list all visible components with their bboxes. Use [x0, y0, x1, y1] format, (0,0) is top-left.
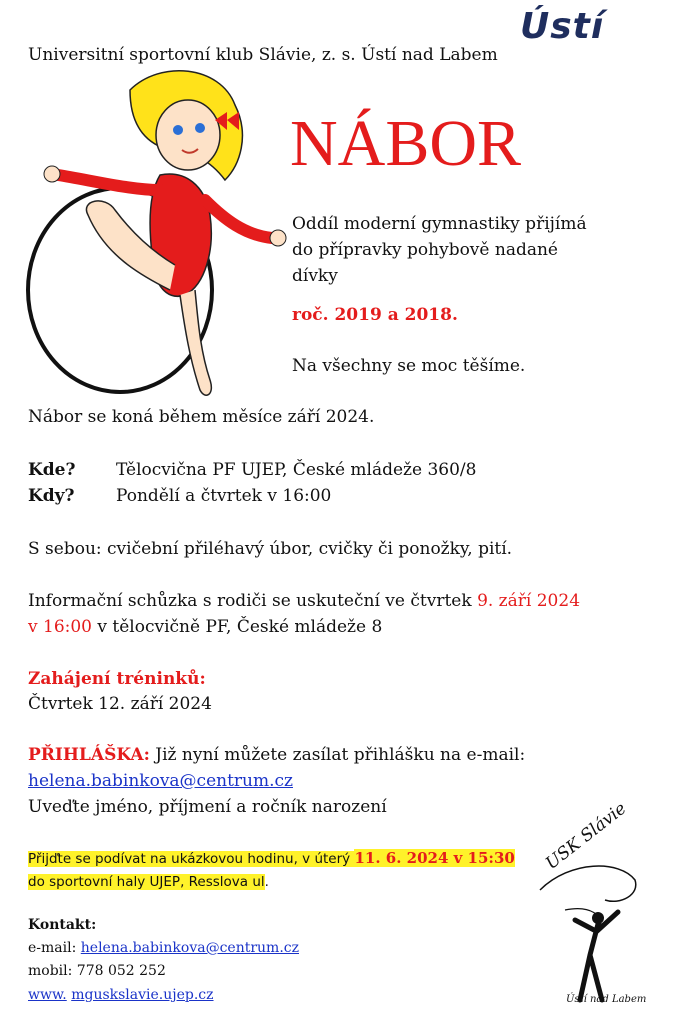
where-label: Kde? — [28, 460, 76, 480]
meeting-date: 9. září 2024 — [477, 591, 581, 611]
where-value: Tělocvična PF UJEP, České mládeže 360/8 — [116, 460, 477, 480]
gymnast-illustration — [10, 50, 300, 410]
contact-email-label: e-mail: — [28, 940, 81, 956]
demo-line — [28, 847, 515, 870]
offer-line: Oddíl moderní gymnastiky přijímá — [292, 214, 587, 234]
demo-text: Přijďte se podívat na ukázkovou hodinu, v úterý — [28, 851, 355, 867]
demo-line — [28, 871, 269, 893]
club-logo-name: USK Slávie — [542, 798, 631, 874]
club-name: Universitní sportovní klub Slávie, z. s. Ústí nad Labem — [28, 45, 498, 65]
demo-period: . — [264, 874, 269, 890]
page-title: NÁBOR — [290, 107, 522, 180]
contact-email-link[interactable]: helena.babinkova@centrum.cz — [80, 940, 299, 956]
face-shape — [156, 100, 220, 170]
application-email-link[interactable]: helena.babinkova@centrum.cz — [28, 771, 293, 791]
web-prefix-link[interactable]: www. — [28, 987, 67, 1003]
offer-line: do přípravky pohybově nadané — [292, 240, 558, 260]
meeting-line — [28, 615, 382, 639]
website-link[interactable]: mguskslavie.ujep.cz — [71, 987, 214, 1003]
application-note: Uveďte jméno, příjmení a ročník narození — [28, 797, 387, 817]
welcome-text: Na všechny se moc těšíme. — [292, 356, 526, 376]
meeting-time: v 16:00 — [28, 617, 92, 637]
club-logo-city: Ústí nad Labem — [566, 994, 647, 1005]
usti-logo: Ústí — [520, 6, 605, 47]
application-label: PŘIHLÁŠKA: — [28, 745, 150, 765]
training-start-date: Čtvrtek 12. září 2024 — [28, 694, 212, 714]
training-start-title: Zahájení tréninků: — [28, 669, 206, 689]
meeting-place: v tělocvičně PF, České mládeže 8 — [92, 617, 383, 637]
meeting-text: Informační schůzka s rodiči se uskuteční ve čtvrtek — [28, 591, 478, 611]
demo-datetime: 11. 6. 2024 v 15:30 — [354, 849, 515, 867]
contact-mobile: mobil: 778 052 252 — [28, 963, 166, 979]
when-label: Kdy? — [28, 486, 75, 506]
recruitment-period: Nábor se koná během měsíce září 2024. — [28, 407, 375, 427]
demo-place: do sportovní haly UJEP, Resslova ul — [28, 874, 265, 890]
contact-title: Kontakt: — [28, 917, 97, 933]
application-line — [28, 743, 525, 767]
birth-years: roč. 2019 a 2018. — [292, 305, 458, 325]
contact-email-line — [28, 937, 299, 959]
meeting-line — [28, 589, 580, 613]
application-text: Již nyní můžete zasílat přihlášku na e-mail: — [149, 745, 526, 765]
bring-list: S sebou: cvičební přiléhavý úbor, cvičky či ponožky, pití. — [28, 539, 513, 559]
when-value: Pondělí a čtvrtek v 16:00 — [116, 486, 332, 506]
offer-line: dívky — [292, 266, 338, 286]
contact-web-line — [28, 984, 214, 1006]
